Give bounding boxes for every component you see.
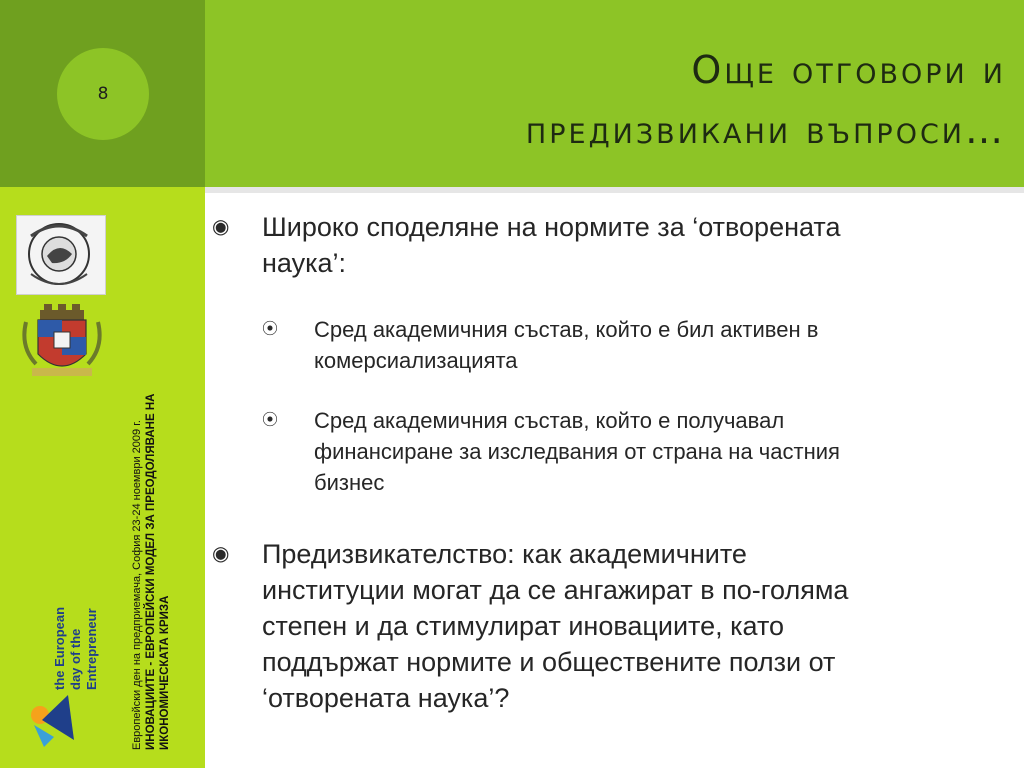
event-line: Европейски ден на предприемача, София 23-24 ноември 2009 г. [131, 420, 143, 750]
bullet-2-line2: институции могат да се ангажират в по-голяма [262, 575, 849, 605]
sofia-coat-of-arms-logo [18, 302, 106, 382]
logo3-line3: Entrepreneur [84, 608, 99, 690]
sub-bullet-icon: ⦿ [262, 412, 279, 429]
bullet-2-line5: ‘отворената наука’? [262, 683, 510, 713]
sub-bullet-2-line3: бизнес [314, 470, 385, 495]
university-seal-logo [16, 215, 106, 295]
slide-title-line1: Още отговори и [691, 48, 1006, 92]
slide-number: 8 [57, 48, 149, 140]
bullet-2-line3: степен и да стимулират иновациите, като [262, 611, 785, 641]
bullet-1-line2: наука’: [262, 248, 347, 278]
sidebar-event-text [130, 300, 190, 750]
bullet-2-line4: поддържат нормите и обществените ползи от [262, 647, 836, 677]
sub-bullet-2-line1: Сред академичния състав, който е получавал [314, 408, 785, 433]
bullet-icon: ◉ [212, 543, 230, 565]
bullet-1-line1: Широко споделяне на нормите за ‘отворената [262, 212, 841, 242]
header-divider [205, 187, 1024, 193]
sub-bullet-1-line2: комерсиализацията [314, 348, 518, 373]
sub-bullet-1-line1: Сред академичния състав, който е бил активен в [314, 317, 819, 342]
slide-title [226, 40, 1006, 160]
theme-line2: ИКОНОМИЧЕСКАТА КРИЗА [159, 595, 171, 750]
theme-line1: ИНОВАЦИИТЕ - ЕВРОПЕЙСКИ МОДЕЛ ЗА ПРЕОДОЛЯВАНЕ НА [145, 393, 157, 750]
european-entrepreneur-day-logo [28, 565, 108, 750]
sub-bullet-icon: ⦿ [262, 321, 279, 338]
logo3-line2: day of the [68, 628, 83, 690]
sub-bullet-2-line2: финансиране за изследвания от страна на частния [314, 439, 840, 464]
slide-title-line2: предизвикани въпроси… [525, 108, 1006, 152]
logo3-line1: the European [52, 606, 67, 690]
bullet-2-line1: Предизвикателство: как академичните [262, 539, 747, 569]
bullet-icon: ◉ [212, 216, 230, 238]
